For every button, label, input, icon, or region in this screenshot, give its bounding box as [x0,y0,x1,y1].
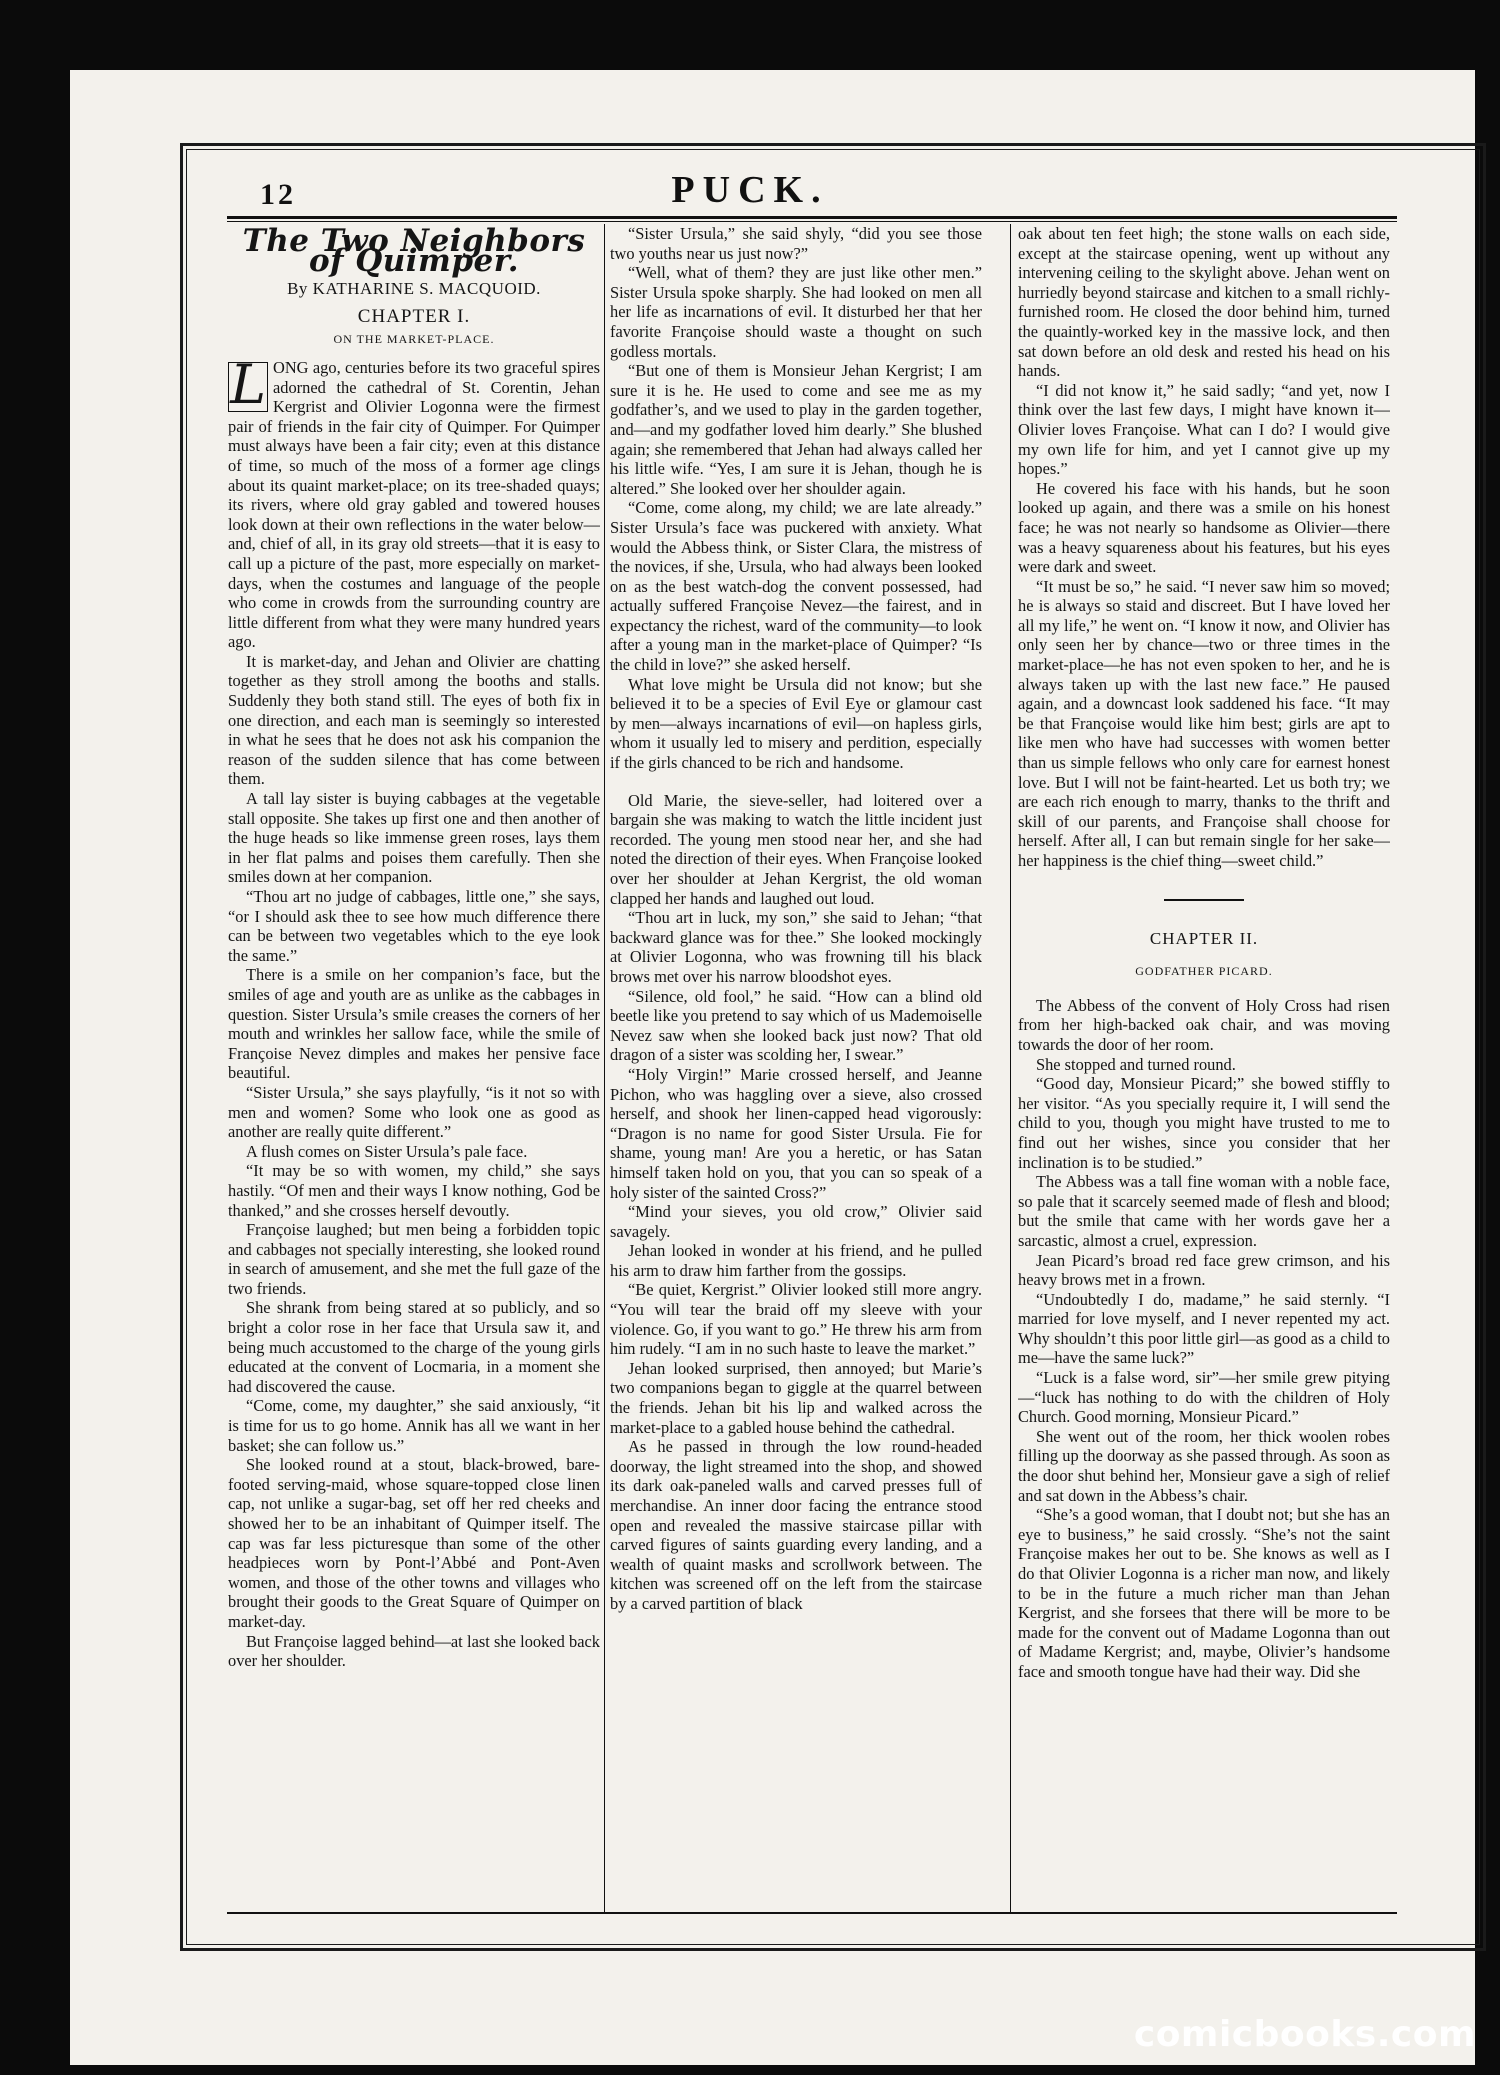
paragraph: “Thou art no judge of cabbages, little one,” she says, “or I should ask thee to see how much difference there can be between two vegetables which to the eye look the same.” [228,887,600,965]
paragraph: “Luck is a false word, sir”—her smile grew pitying—“luck has nothing to do with the children of Holy Church. Good morning, Monsieur Picard.” [1018,1368,1390,1427]
paragraph: “She’s a good woman, that I doubt not; but she has an eye to business,” he said crossly. “She’s not the saint Françoise makes her out to be. She knows as well as I do that Olivier Logonna is a richer man now, and likely to be in the future a much richer man than Jehan Kergrist, and she forsees that there will be more to be made for the convent out of Madame Logonna than out of Madame Kergrist; and, maybe, Olivier’s handsome face and smooth tongue have had their way. Did she [1018,1505,1390,1681]
chapter-heading: CHAPTER I. [357,305,471,327]
paragraph: “Silence, old fool,” he said. “How can a blind old beetle like you pretend to say which of us Mademoiselle Nevez saw when she looked back just now? That old dragon of a sister was scolding her, I swear.” [610,986,982,1065]
paragraph-text: ago, centuries before its two graceful spires adorned the cathedral of St. Corentin, Jehan Kergrist and Olivier Logonna were the firmest pair of friends in the fair city of Quimper. For Quimper must always have been a fair city; even at this distance of time, so much of the moss of a former age clings about its quaint market-place; on its tree-shaded quays; its rivers, where old gray gabled and towered houses look down at their own reflections in the water below—and, chief of all, in its gray old streets—that it is easy to call up a picture of the past, more especially on market-days, when the costumes and language of the people who come in crowds from the surrounding country are little different from what they were many hundred years ago. [228,357,600,652]
paragraph: “Good day, Monsieur Picard;” she bowed stiffly to her visitor. “As you specially require it, I will send the child to you, though you might have trusted to me to find out her wishes, since you consider that her inclination is to be studied.” [1018,1074,1390,1172]
column-divider [1010,224,1011,1914]
column-1 [228,224,600,1909]
paragraph: “But one of them is Monsieur Jehan Kergrist; I am sure it is he. He used to come and see me as my godfather’s, and we used to play in the garden together, and—and my godfather loved him dearly.” She blushed again; she remembered that Jehan had always called her his little wife. “Yes, I am sure it is Jehan, though he is altered.” She looked over her shoulder again. [610,361,982,498]
paragraph: He covered his face with his hands, but he soon looked up again, and there was a smile on his honest face; he was not nearly so handsome as Olivier—there was a heavy squareness about his features, but his eyes were dark and sweet. [1018,478,1390,577]
paragraph: “It may be so with women, my child,” she says hastily. “Of men and their ways I know nothing, God be thanked,” and she crosses herself devoutly. [228,1161,600,1220]
paragraph: She went out of the room, her thick woolen robes filling up the doorway as she passed through. As soon as the door shut behind her, Monsieur gave a sigh of relief and sat down in the Abbess’s chair. [1018,1426,1390,1505]
paragraph: It is market-day, and Jehan and Olivier are chatting together as they stroll among the booths and stalls. Suddenly they both stand still. The eyes of both fix in one direction, and each man is seemingly so interested in what he sees that he does not ask his companion the reason of the sudden silence that has come between them. [228,651,600,789]
column-3 [1018,224,1390,1909]
paragraph: Jehan looked surprised, then annoyed; but Marie’s two companions began to giggle at the quarrel between the friends. Jehan bit his lip and walked across the market-place to a gabled house behind the cathedral. [610,1358,982,1437]
column-2 [610,224,982,1909]
header-rule-thin [227,221,1397,222]
paragraph: But Françoise lagged behind—at last she looked back over her shoulder. [228,1631,600,1671]
lead-word: ONG [273,357,309,377]
paragraph: Françoise laughed; but men being a forbidden topic and cabbages not specially interesting, she looked round in search of amusement, and she met the full gaze of the two friends. [228,1220,600,1298]
paragraph: “It must be so,” he said. “I never saw him so moved; he is always so staid and discreet. But I have loved her all my life,” he went on. “I know it now, and Olivier has only seen her by chance—two or three times in the market-place—he has not even spoken to her, and he is always taken up with the last new face.” He paused again, and a downcast look saddened his face. “It may be that Françoise would like him best; girls are apt to like men who have had successes with women better than us simple fellows who only care for earnest honest love. But I will not be faint-hearted. Let us both try; we are each rich enough to marry, thanks to the thrift and skill of our parents, and Françoise shall choose for herself. After all, I can but remain single for her sake—her happiness is the chief thing—sweet child.” [1018,576,1390,870]
paragraph: “Thou art in luck, my son,” she said to Jehan; “that backward glance was for thee.” She looked mockingly at Olivier Logonna, who was frowning till his black brows met over his narrow bloodshot eyes. [610,908,982,986]
paragraph: “I did not know it,” he said sadly; “and yet, now I think over the last few days, I might have known it—Olivier loves Françoise. What can I do? I would give my own life for him, and yet I cannot give up my hopes.” [1018,380,1390,479]
paragraph: The Abbess was a tall fine woman with a noble face, so pale that it scarcely seemed made of flesh and blood; but the smile that came with her words gave her a sarcastic, almost a cruel, expression. [1018,1172,1390,1250]
paragraph: “Be quiet, Kergrist.” Olivier looked still more angry. “You will tear the braid off my sleeve with your violence. Go, if you want to go.” He threw his arm from him rudely. “I am in no such haste to leave the market.” [610,1280,982,1359]
paragraph [228,352,600,652]
drop-cap: L [228,362,268,412]
page-number: 12 [260,178,296,211]
section-break [610,773,982,791]
paragraph: What love might be Ursula did not know; but she believed it to be a species of Evil Eye or glamour cast by men—always incarnations of evil—on hapless girls, whom it usually led to misery and perdition, especially if the girls chanced to be rich and handsome. [610,674,982,773]
column-divider [604,224,605,1914]
masthead: PUCK. [671,169,829,211]
paragraph: “Sister Ursula,” she said shyly, “did you see those two youths near us just now?” [610,224,982,263]
paragraph: “Holy Virgin!” Marie crossed herself, and Jeanne Pichon, who was haggling over a sieve, also crossed herself, and shook her linen-capped head vigorously: “Dragon is no name for good Sister Ursula. Fie for shame, young man! Are you a heretic, or has Satan himself taken hold on you, that you can so speak of a holy sister of the sainted Cross?” [610,1064,982,1202]
paragraph: “Come, come, my daughter,” she said anxiously, “it is time for us to go home. Annik has all we want in her basket; she can follow us.” [228,1396,600,1455]
paragraph: She stopped and turned round. [1036,1054,1236,1074]
paragraph: She looked round at a stout, black-browed, bare-footed serving-maid, whose square-topped close linen cap, not unlike a sugar-bag, set off her red cheeks and showed her to be an inhabitant of Quimper itself. The cap was far less picturesque than some of the other headpieces worn by Pont-l’Abbé and Pont-Aven women, and those of the other towns and villages who brought their goods to the Great Square of Quimper on market-day. [228,1455,600,1631]
story-title: The Two Neighbors of Quimper. [242,224,586,279]
paragraph: “Sister Ursula,” she says playfully, “is it not so with men and women? Some who look one as good as another are really quite different.” [228,1082,600,1142]
paragraph: Jehan looked in wonder at his friend, and he pulled his arm to draw him farther from the gossips. [610,1241,982,1280]
paragraph: The Abbess of the convent of Holy Cross had risen from her high-backed oak chair, and was moving towards the door of her room. [1018,995,1390,1054]
site-watermark: comicbooks.com [1133,2014,1476,2055]
paragraph: “Well, what of them? they are just like other men.” Sister Ursula spoke sharply. She had looked on men all her life as incarnations of evil. It disturbed her that her favorite Françoise should waste a thought on such godless mortals. [610,263,982,361]
paragraph: “Mind your sieves, you old crow,” Olivier said savagely. [610,1202,982,1241]
paragraph: “Undoubtedly I do, madame,” he said sternly. “I married for love myself, and I never repented my act. Why shouldn’t this poor little girl—as good as a child to me—have the same luck?” [1018,1289,1390,1368]
paragraph: Old Marie, the sieve-seller, had loitered over a bargain she was making to watch the little incident just recorded. The young men stood near her, and she had noted the direction of their eyes. When Françoise looked over her shoulder at Jehan Kergrist, the old woman clapped her hands and laughed out loud. [610,790,982,908]
header-rule [227,216,1397,219]
section-rule [1164,899,1244,901]
paragraph: “Come, come along, my child; we are late already.” Sister Ursula’s face was puckered with anxiety. What would the Abbess think, or Sister Clara, the mistress of the novices, if she, Ursula, who had always been looked on as the best watch-dog the convent possessed, had actually suffered Françoise Nevez—the fairest, and in expectancy the richest, ward of the community—to look after a young man in the market-place of Quimper? “Is the child in love?” she asked herself. [610,498,982,675]
paragraph: Jean Picard’s broad red face grew crimson, and his heavy brows met in a frown. [1018,1250,1390,1290]
chapter-heading: CHAPTER II. [1149,928,1259,948]
paragraph: A tall lay sister is buying cabbages at the vegetable stall opposite. She takes up first one and then another of the huge heads so like immense green roses, lays them in her flat palms and poises them carefully. Then she smiles down at her companion. [228,789,600,887]
chapter-subheading: GODFATHER PICARD. [1135,964,1273,979]
paragraph: oak about ten feet high; the stone walls on each side, except at the staircase opening, went up without any intervening ceiling to the skylight above. Jehan went on hurriedly beyond staircase and kitchen to a small richly-furnished room. He closed the door behind him, turned the quaintly-worked key in the massive lock, and then sat down before an old desk and rested his head on his hands. [1018,224,1390,381]
paragraph: A flush comes on Sister Ursula’s pale face. [246,1141,528,1161]
chapter-subheading: ON THE MARKET-PLACE. [333,332,495,347]
footer-rule [227,1912,1397,1914]
paragraph: There is a smile on her companion’s face, but the smiles of age and youth are as unlike as the cabbages in question. Sister Ursula’s smile creases the corners of her mouth and wrinkles her sallow face, while the smile of Françoise Nevez dimples and makes her pensive face beautiful. [228,965,600,1083]
byline: By KATHARINE S. MACQUOID. [287,279,541,299]
paragraph: She shrank from being stared at so publicly, and so bright a color rose in her face that Ursula saw it, and being much accustomed to the charge of the young girls educated at the convent of Locmaria, in a moment she had discovered the cause. [228,1298,600,1396]
paragraph: As he passed in through the low round-headed doorway, the light streamed into the shop, and showed its dark oak-paneled walls and carved presses full of merchandise. An inner door facing the entrance stood open and revealed the massive staircase pillar with carved figures of saints guarding every landing, and a wealth of quaint masks and scrollwork between. The kitchen was screened off on the left from the staircase by a carved partition of black [610,1437,982,1613]
